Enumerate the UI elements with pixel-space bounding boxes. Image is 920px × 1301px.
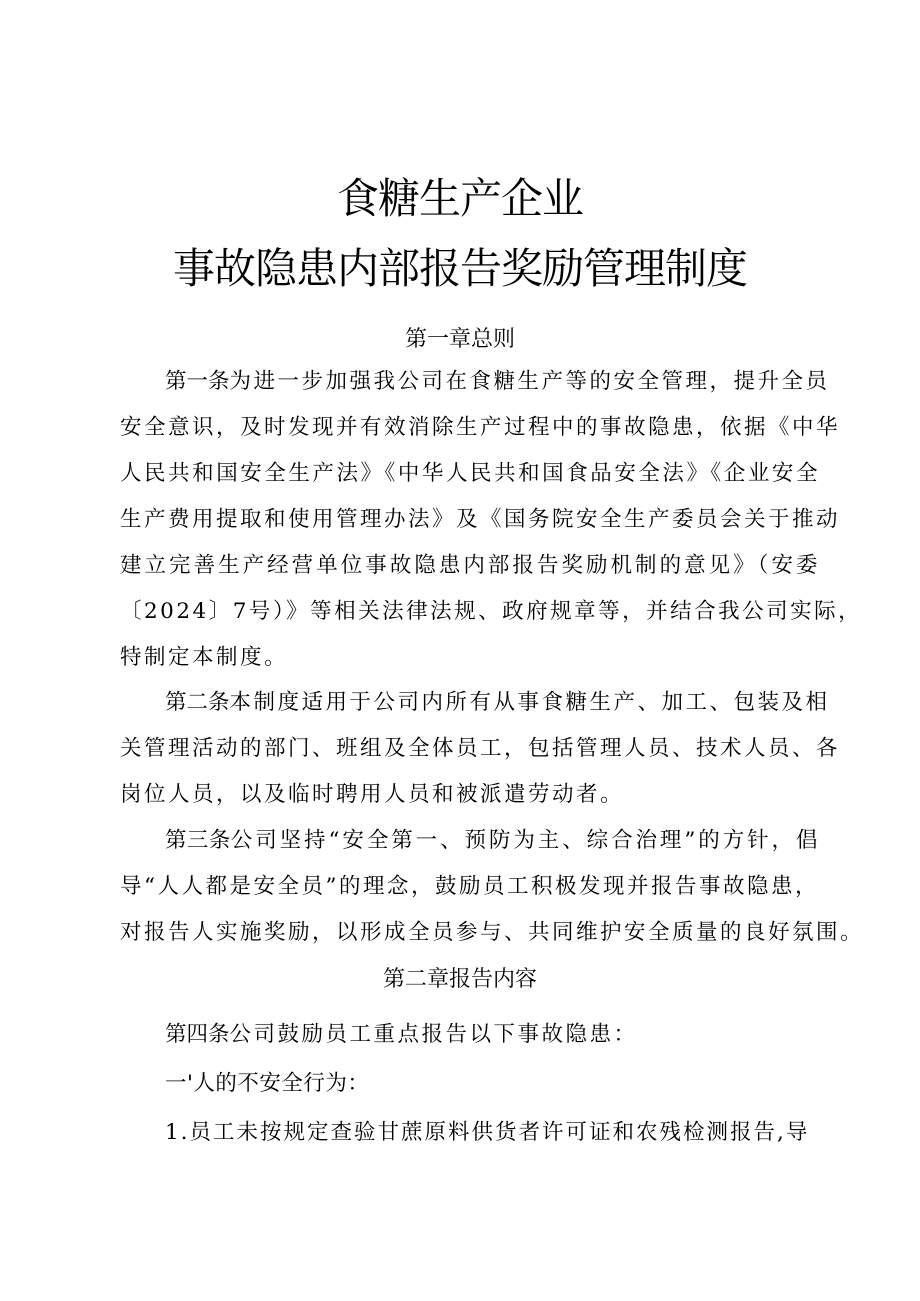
article1-line7: 特制定本制度。 <box>120 645 289 670</box>
document-title-line1: 食糖生产企业 <box>336 174 583 223</box>
article1-line6: 〔2024〕7号）》等相关法律法规、政府规章等，并结合我公司实际， <box>120 599 863 624</box>
article3-line3: 对报告人实施奖励，以形成全员参与、共同维护安全质量的良好氛围。 <box>120 920 865 945</box>
section1-heading: 一'人的不安全行为： <box>165 1071 370 1096</box>
article1-line3: 人民共和国安全生产法》《中华人民共和国食品安全法》《企业安全 <box>120 461 820 486</box>
article4-label: 第四条 <box>165 1022 230 1047</box>
article2-label: 第二条 <box>165 690 230 715</box>
item1-line: 1.员工未按规定查验甘蔗原料供货者许可证和农残检测报告,导 <box>165 1120 810 1145</box>
article3-label: 第三条 <box>165 828 231 853</box>
article3-line1 <box>165 821 820 861</box>
article1-text: 为进一步加强我公司在食糖生产等的安全管理，提升全员 <box>229 369 830 394</box>
article2-line1 <box>165 683 830 723</box>
article3-text: 公司坚持“安全第一、预防为主、综合治理”的方针，倡 <box>230 828 820 853</box>
chapter2-heading: 第二章报告内容 <box>382 967 537 992</box>
article4-text: 公司鼓励员工重点报告以下事故隐患： <box>229 1022 638 1047</box>
article2-line3: 岗位人员，以及临时聘用人员和被派遣劳动者。 <box>120 782 625 807</box>
article1-label: 第一条 <box>165 369 230 394</box>
article1-line1 <box>165 362 830 402</box>
article3-line2: 导“人人都是安全员”的理念，鼓励员工积极发现并报告事故隐患， <box>120 874 819 899</box>
article1-line2: 安全意识，及时发现并有效消除生产过程中的事故隐患，依据《中华 <box>120 415 841 440</box>
article1-line5: 建立完善生产经营单位事故隐患内部报告奖励机制的意见》（安委 <box>120 553 820 578</box>
document-title-line2: 事故隐患内部报告奖励管理制度 <box>172 244 747 293</box>
chapter1-heading: 第一章总则 <box>404 327 515 352</box>
article4-line <box>165 1015 820 1055</box>
article1-line4: 生产费用提取和使用管理办法》及《国务院安全生产委员会关于推动 <box>120 507 841 532</box>
article2-line2: 关管理活动的部门、班组及全体员工，包括管理人员、技术人员、各 <box>120 736 841 761</box>
article2-text: 本制度适用于公司内所有从事食糖生产、加工、包装及相 <box>229 690 830 715</box>
